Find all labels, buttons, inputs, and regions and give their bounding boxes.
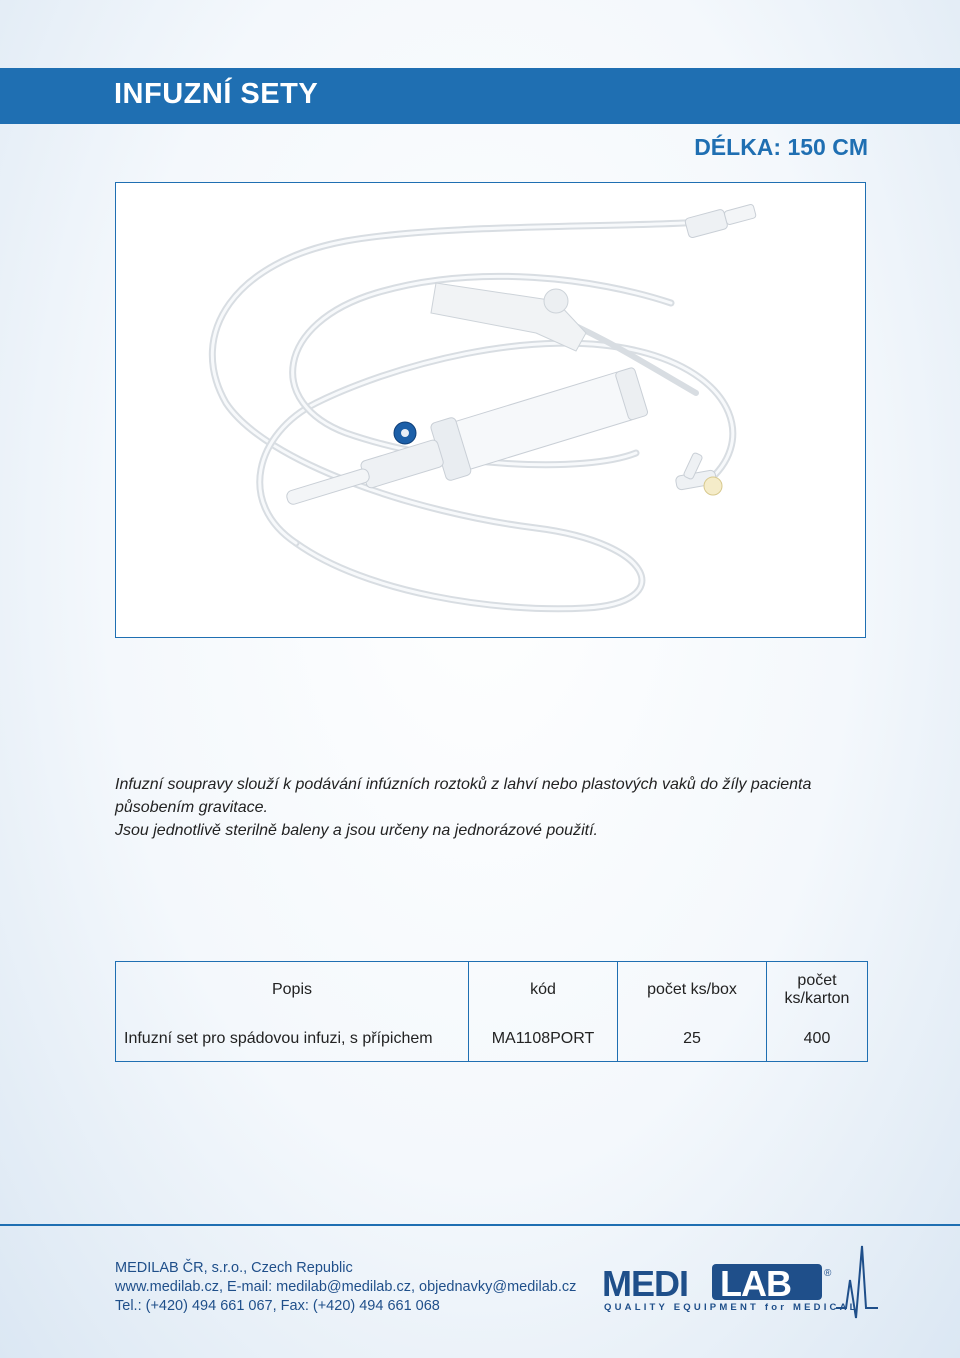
drip-chamber	[279, 362, 650, 528]
column-header-karton: počet ks/karton	[767, 962, 868, 1018]
y-port	[675, 452, 722, 495]
product-photo	[115, 182, 866, 638]
logo-slogan: QUALITY EQUIPMENT for MEDICAL	[604, 1302, 859, 1313]
header-bar	[0, 68, 960, 124]
roller-clamp	[431, 283, 586, 351]
cell-popis: Infuzní set pro spádovou infuzi, s přípichem	[116, 1018, 469, 1062]
footer-contact	[115, 1259, 576, 1316]
footer-phone: Tel.: (+420) 494 661 067, Fax: (+420) 494 661 068	[115, 1298, 440, 1314]
footer-company: MEDILAB ČR, s.r.o., Czech Republic	[115, 1260, 353, 1276]
product-description	[115, 773, 855, 842]
cell-kod: MA1108PORT	[469, 1018, 618, 1062]
cell-box: 25	[618, 1018, 767, 1062]
cell-karton: 400	[767, 1018, 868, 1062]
product-table	[115, 961, 868, 1062]
description-line: Jsou jednotlivě sterilně baleny a jsou určeny na jednorázové použití.	[115, 822, 598, 839]
footer-web-email[interactable]: www.medilab.cz, E-mail: medilab@medilab.cz, objednavky@medilab.cz	[115, 1279, 577, 1295]
logo-registered: ®	[824, 1268, 832, 1279]
description-line: působením gravitace.	[115, 799, 268, 816]
logo-lab: LAB	[720, 1263, 791, 1304]
logo-medi: MEDI	[602, 1263, 688, 1304]
column-header-kod: kód	[469, 962, 618, 1018]
description-line: Infuzní soupravy slouží k podávání infúzních roztoků z lahví nebo plastových vaků do žíly pacienta	[115, 776, 812, 793]
length-label: DÉLKA: 150 CM	[694, 134, 868, 160]
column-header-popis: Popis	[116, 962, 469, 1018]
column-header-box: počet ks/box	[618, 962, 767, 1018]
footer-divider	[0, 1224, 960, 1226]
page-title: INFUZNÍ SETY	[114, 78, 319, 110]
table-row	[116, 1018, 868, 1062]
luer-connector	[684, 201, 757, 238]
table-header-row	[116, 962, 868, 1018]
